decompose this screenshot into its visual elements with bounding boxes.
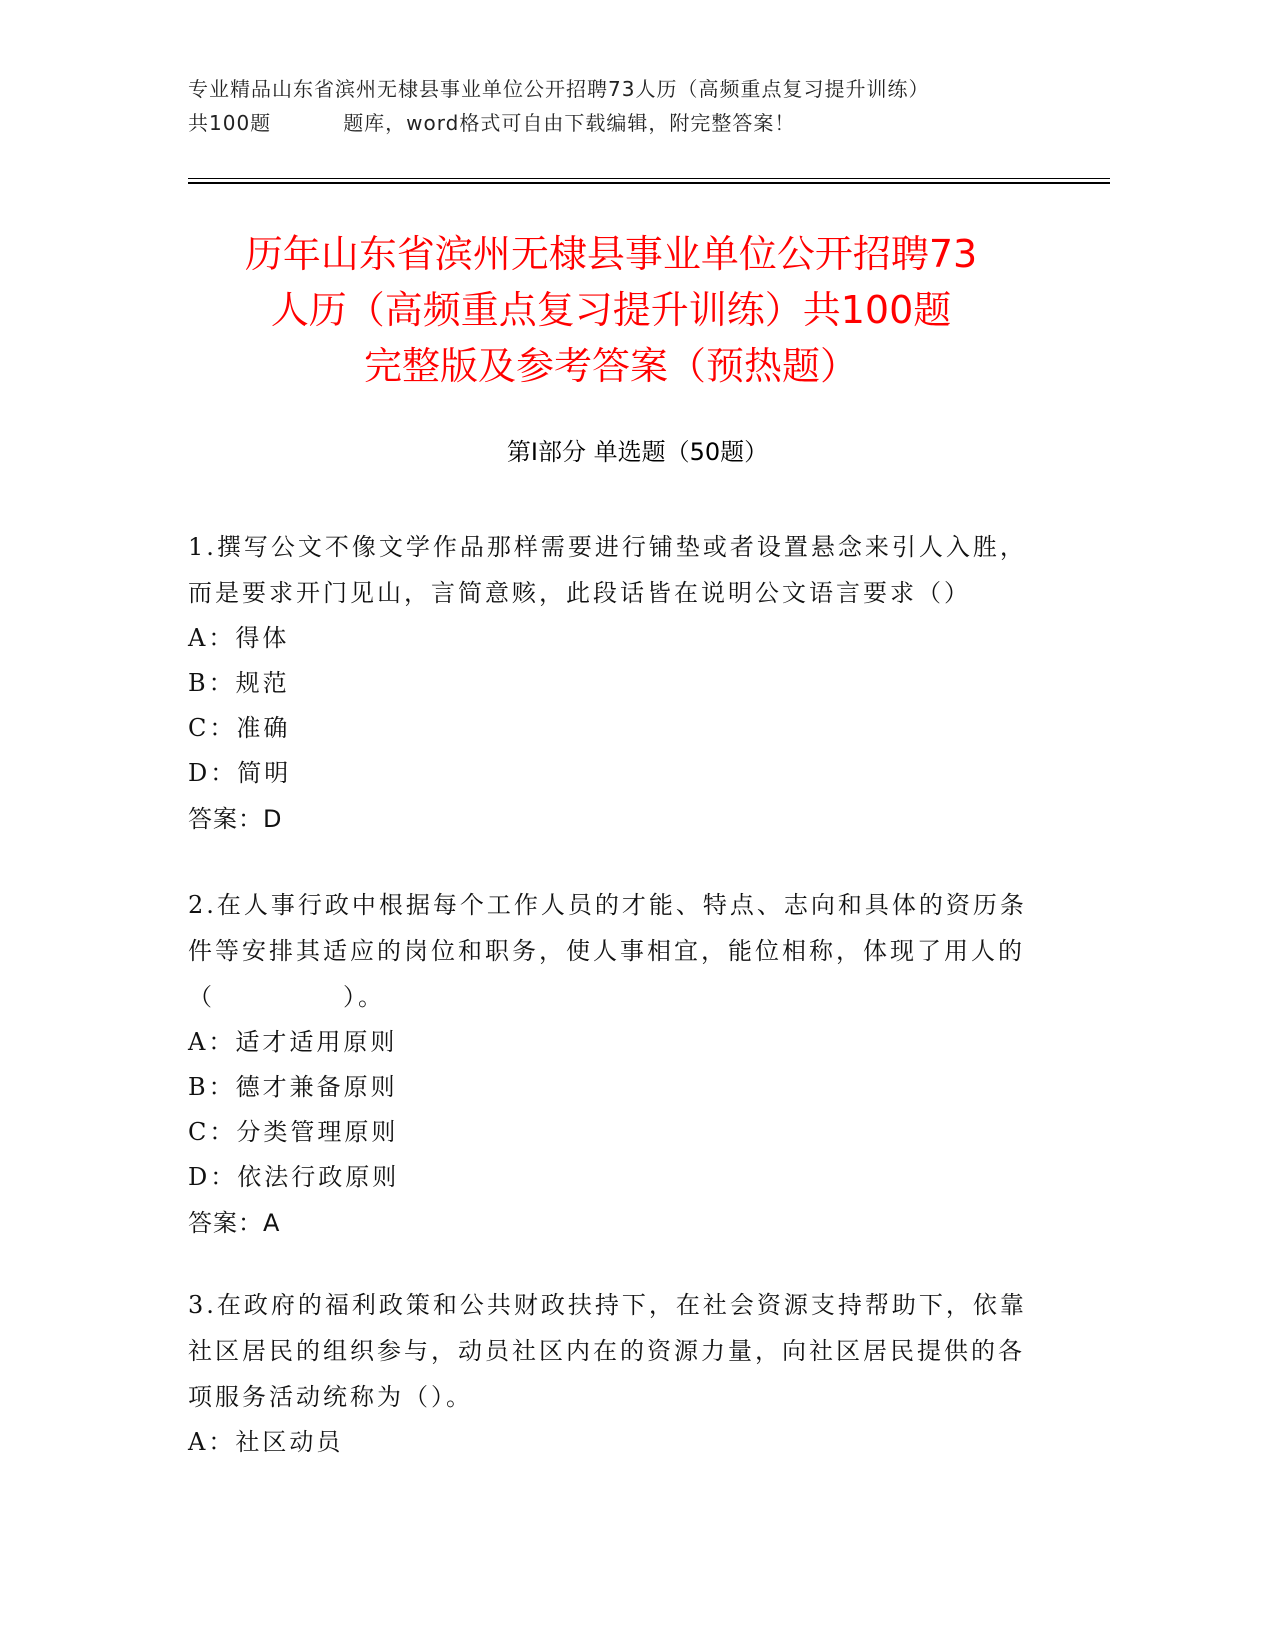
header-description: 题库，word格式可自由下载编辑，附完整答案！ [343, 111, 796, 135]
header-question-count: 共100题 [188, 111, 272, 135]
header-divider-thick [188, 182, 1110, 184]
option-b: B：德才兼备原则 [188, 1073, 398, 1101]
header-line-2 [188, 106, 1088, 140]
answer: 答案：D [188, 805, 283, 833]
option-c: C：分类管理原则 [188, 1118, 399, 1146]
option-b: B：规范 [188, 669, 290, 697]
header-line-1: 专业精品山东省滨州无棣县事业单位公开招聘73人历（高频重点复习提升训练） [188, 77, 930, 101]
answer: 答案：A [188, 1209, 281, 1237]
option-c: C：准确 [188, 714, 291, 742]
option-d: D：简明 [188, 759, 292, 787]
section-title: 第Ⅰ部分 单选题（50题） [506, 438, 769, 466]
question-stem: 3.在政府的福利政策和公共财政扶持下，在社会资源支持帮助下，依靠社区居民的组织参与，动员社区内在的资源力量，向社区居民提供的各项服务活动统称为（）。 [188, 1291, 1027, 1411]
header-divider-thin [188, 178, 1110, 179]
document-title-line-1: 历年山东省滨州无棣县事业单位公开招聘73 [244, 232, 978, 276]
option-a: A：得体 [188, 624, 290, 652]
question-3 [188, 1282, 1048, 1465]
document-header [188, 72, 1088, 140]
question-1 [188, 524, 1048, 842]
document-title-line-2: 人历（高频重点复习提升训练）共100题 [270, 288, 952, 332]
question-stem: 1.撰写公文不像文学作品那样需要进行铺垫或者设置悬念来引人入胜，而是要求开门见山，言简意赅，此段话皆在说明公文语言要求（） [188, 533, 1027, 607]
question-stem-start: 2.在人事行政中根据每个工作人员的才能、特点、志向和具体的资历条件等安排其适应的岗位和职务，使人事相宜，能位相称，体现了用人的（ [188, 891, 1027, 1011]
option-a: A：社区动员 [188, 1428, 344, 1456]
option-d: D：依法行政原则 [188, 1163, 400, 1191]
option-a: A：适才适用原则 [188, 1028, 398, 1056]
question-stem-end: ）。 [343, 983, 385, 1011]
document-title [150, 226, 1072, 394]
document-title-line-3: 完整版及参考答案（预热题） [363, 344, 858, 388]
question-stem [188, 882, 1048, 1020]
question-2 [188, 882, 1048, 1246]
